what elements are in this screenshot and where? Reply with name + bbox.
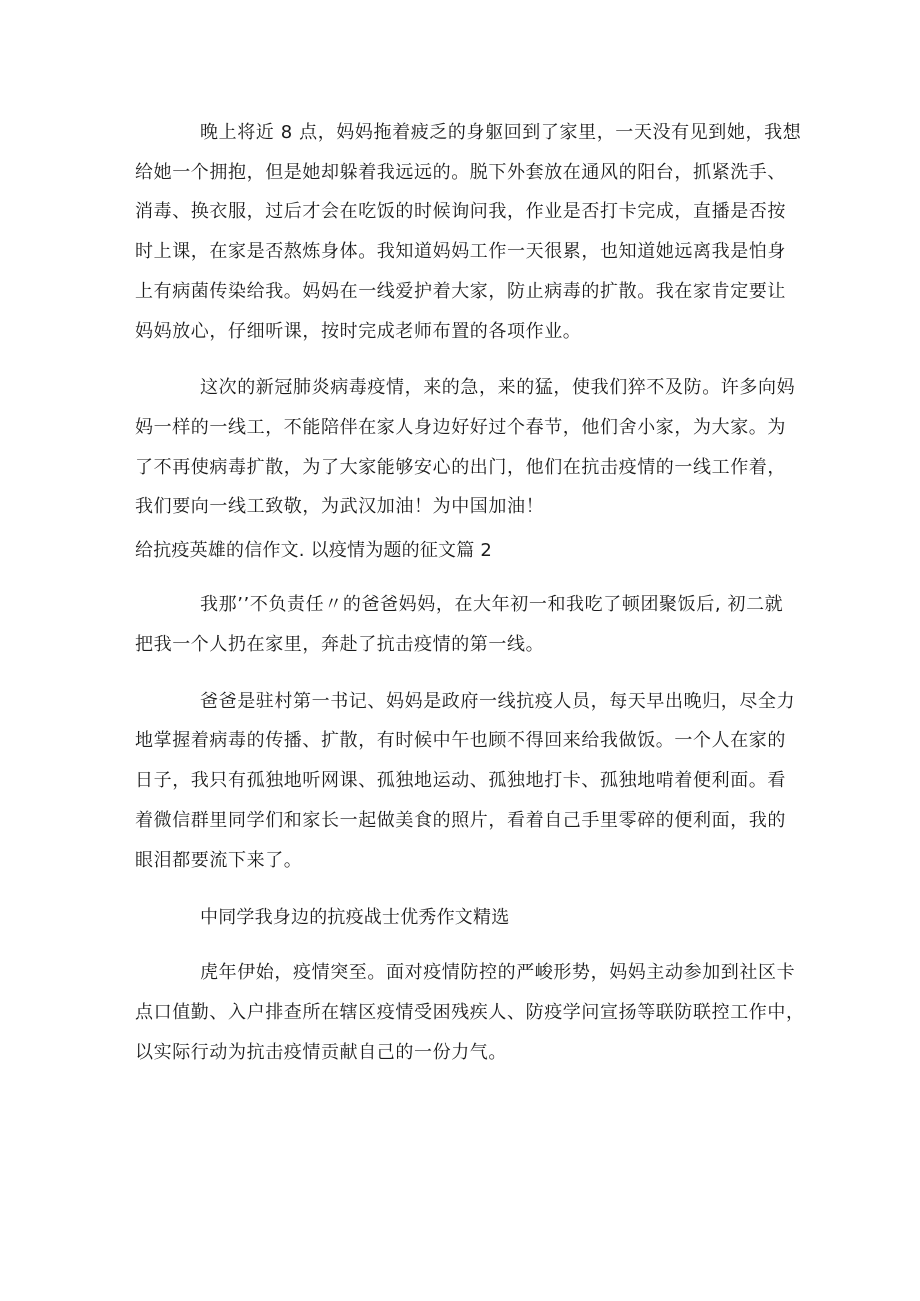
paragraph-2-line-3: 了不再使病毒扩散，为了大家能够安心的出门，他们在抗击疫情的一线工作着， [135,457,786,478]
paragraph-5-line-3: 以实际行动为抗击疫情贡献自己的一份力气。 [135,1042,507,1063]
paragraph-3-line-1: 我那’’不负责任〃的爸爸妈妈，在大年初一和我吃了顿团聚饭后, 初二就 [200,594,784,615]
paragraph-1-line-4: 时上课，在家是否熬炼身体。我知道妈妈工作一天很累，也知道她远离我是怕身 [135,241,786,262]
sub-heading: 中同学我身边的抗疫战士优秀作文精选 [200,907,510,928]
paragraph-2-line-4: 我们要向一线工致敬，为武汉加油！为中国加油！ [135,496,545,517]
paragraph-4-line-4: 着微信群里同学们和家长一起做美食的照片，看着自己手里零碎的便利面，我的 [135,810,786,831]
paragraph-5-line-2: 点口值勤、入户排查所在辖区疫情受困残疾人、防疫学问宣扬等联防联控工作中， [135,1002,805,1023]
paragraph-1-line-3: 消毒、换衣服，过后才会在吃饭的时候询问我，作业是否打卡完成，直播是否按 [135,201,786,222]
paragraph-3-line-2: 把我一个人扔在家里，奔赴了抗击疫情的第一线。 [135,634,545,655]
paragraph-4-line-5: 眼泪都要流下来了。 [135,850,303,871]
paragraph-1-line-1: 晚上将近 8 点，妈妈拖着疲乏的身躯回到了家里，一天没有见到她，我想 [200,122,802,143]
paragraph-4-line-3: 日子，我只有孤独地听网课、孤独地运动、孤独地打卡、孤独地啃着便利面。看 [135,770,786,791]
section-heading: 给抗疫英雄的信作文. 以疫情为题的征文篇 2 [135,540,493,561]
paragraph-5-line-1: 虎年伊始，疫情突至。面对疫情防控的严峻形势，妈妈主动参加到社区卡 [200,962,796,983]
paragraph-4-line-1: 爸爸是驻村第一书记、妈妈是政府一线抗疫人员，每天早出晚归，尽全力 [200,691,796,712]
paragraph-1-line-6: 妈妈放心，仔细听课，按时完成老师布置的各项作业。 [135,321,582,342]
paragraph-1-line-5: 上有病菌传染给我。妈妈在一线爱护着大家，防止病毒的扩散。我在家肯定要让 [135,281,786,302]
paragraph-1-line-2: 给她一个拥抱，但是她却躲着我远远的。脱下外套放在通风的阳台，抓紧洗手、 [135,162,786,183]
paragraph-4-line-2: 地掌握着病毒的传播、扩散，有时候中午也顾不得回来给我做饭。一个人在家的 [135,730,786,751]
paragraph-2-line-2: 妈一样的一线工，不能陪伴在家人身边好好过个春节，他们舍小家，为大家。为 [135,417,786,438]
paragraph-2-line-1: 这次的新冠肺炎病毒疫情，来的急，来的猛，使我们猝不及防。许多向妈 [200,377,796,398]
